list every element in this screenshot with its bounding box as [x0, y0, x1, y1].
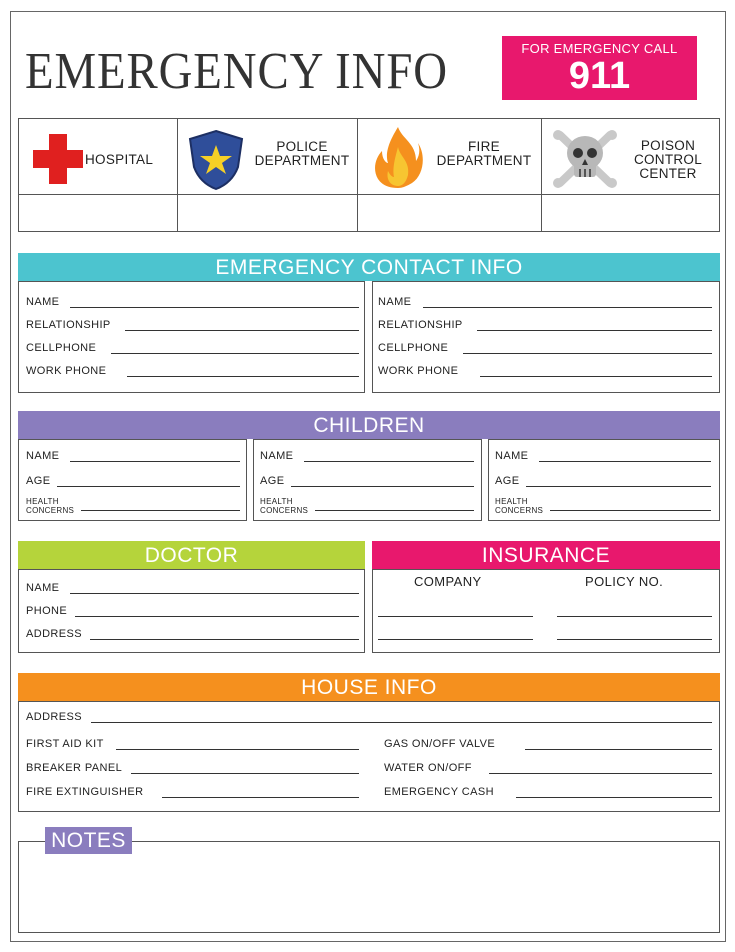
emergency-contact-heading: EMERGENCY CONTACT INFO: [18, 253, 720, 281]
gas-valve-line[interactable]: [525, 749, 712, 750]
insurance-company-header: COMPANY: [414, 574, 482, 589]
field-label: AGE: [260, 475, 285, 487]
relationship-line[interactable]: [477, 330, 712, 331]
field-label: BREAKER PANEL: [26, 762, 123, 774]
field-label: ADDRESS: [26, 711, 82, 723]
service-label: POISON CONTROL CENTER: [633, 138, 703, 181]
service-police-cell: [178, 119, 358, 195]
field-label: NAME: [26, 450, 60, 462]
hospital-number-cell[interactable]: [19, 195, 178, 231]
child-3: [488, 439, 720, 521]
child-1: [18, 439, 247, 521]
emergency-cash-line[interactable]: [516, 797, 712, 798]
insurance-policy-header: POLICY NO.: [585, 574, 664, 589]
emergency-contact-2: [372, 281, 720, 393]
insurance-policy-line[interactable]: [557, 639, 712, 640]
field-label: EMERGENCY CASH: [384, 786, 494, 798]
insurance-company-line[interactable]: [378, 616, 533, 617]
field-label: AGE: [495, 475, 520, 487]
field-label: FIRE EXTINGUISHER: [26, 786, 144, 798]
service-label: FIRE DEPARTMENT: [436, 139, 532, 168]
child-age-line[interactable]: [57, 486, 240, 487]
emergency-contact-1: [18, 281, 365, 393]
children-heading: CHILDREN: [18, 411, 720, 439]
field-label: RELATIONSHIP: [26, 319, 111, 331]
child-name-line[interactable]: [70, 461, 240, 462]
notes-heading: NOTES: [45, 827, 132, 854]
field-label: HEALTH CONCERNS: [26, 497, 75, 515]
field-label: HEALTH CONCERNS: [495, 497, 544, 515]
field-label: FIRST AID KIT: [26, 738, 104, 750]
name-line[interactable]: [423, 307, 712, 308]
service-label: POLICE DEPARTMENT: [254, 139, 350, 168]
relationship-line[interactable]: [125, 330, 359, 331]
field-label: ADDRESS: [26, 628, 82, 640]
work-phone-line[interactable]: [480, 376, 712, 377]
insurance-box: [372, 569, 720, 653]
service-hospital-cell: [19, 119, 178, 195]
child-name-line[interactable]: [539, 461, 711, 462]
fire-icon: [372, 125, 424, 189]
house-address-line[interactable]: [91, 722, 712, 723]
field-label: AGE: [26, 475, 51, 487]
insurance-heading: INSURANCE: [372, 541, 720, 569]
emergency-call-label: FOR EMERGENCY CALL: [521, 41, 678, 56]
doctor-phone-line[interactable]: [75, 616, 359, 617]
child-health-line[interactable]: [315, 510, 474, 511]
field-label: NAME: [495, 450, 529, 462]
field-label: NAME: [26, 582, 60, 594]
first-aid-kit-line[interactable]: [116, 749, 359, 750]
services-table: [18, 118, 720, 232]
child-2: [253, 439, 482, 521]
field-label: PHONE: [26, 605, 68, 617]
field-label: WATER ON/OFF: [384, 762, 472, 774]
doctor-heading: DOCTOR: [18, 541, 365, 569]
child-name-line[interactable]: [304, 461, 474, 462]
house-info-heading: HOUSE INFO: [18, 673, 720, 701]
insurance-policy-line[interactable]: [557, 616, 712, 617]
field-label: HEALTH CONCERNS: [260, 497, 309, 515]
police-badge-icon: [188, 129, 244, 191]
emergency-info-sheet: [10, 11, 726, 942]
child-health-line[interactable]: [550, 510, 711, 511]
service-label: HOSPITAL: [85, 152, 154, 167]
skull-crossbones-icon: [552, 127, 618, 191]
insurance-company-line[interactable]: [378, 639, 533, 640]
field-label: NAME: [26, 296, 60, 308]
field-label: CELLPHONE: [378, 342, 449, 354]
police-number-cell[interactable]: [178, 195, 358, 231]
field-label: NAME: [260, 450, 294, 462]
field-label: WORK PHONE: [26, 365, 107, 377]
fire-number-cell[interactable]: [358, 195, 542, 231]
water-line[interactable]: [489, 773, 712, 774]
field-label: NAME: [378, 296, 412, 308]
doctor-box: [18, 569, 365, 653]
cellphone-line[interactable]: [463, 353, 712, 354]
field-label: GAS ON/OFF VALVE: [384, 738, 496, 750]
emergency-call-box: [502, 36, 697, 100]
red-cross-icon: [33, 134, 83, 184]
field-label: WORK PHONE: [378, 365, 459, 377]
field-label: CELLPHONE: [26, 342, 97, 354]
cellphone-line[interactable]: [111, 353, 359, 354]
service-poison-cell: [542, 119, 719, 195]
service-fire-cell: [358, 119, 542, 195]
child-age-line[interactable]: [291, 486, 474, 487]
field-label: RELATIONSHIP: [378, 319, 463, 331]
work-phone-line[interactable]: [127, 376, 359, 377]
name-line[interactable]: [70, 307, 359, 308]
doctor-name-line[interactable]: [70, 593, 359, 594]
notes-box[interactable]: [18, 841, 720, 933]
poison-number-cell[interactable]: [542, 195, 719, 231]
fire-extinguisher-line[interactable]: [162, 797, 359, 798]
breaker-panel-line[interactable]: [131, 773, 359, 774]
child-age-line[interactable]: [526, 486, 711, 487]
doctor-address-line[interactable]: [90, 639, 359, 640]
child-health-line[interactable]: [81, 510, 240, 511]
house-info-box: [18, 701, 720, 812]
page-title: EMERGENCY INFO: [25, 43, 448, 100]
emergency-call-number: 911: [568, 55, 631, 97]
